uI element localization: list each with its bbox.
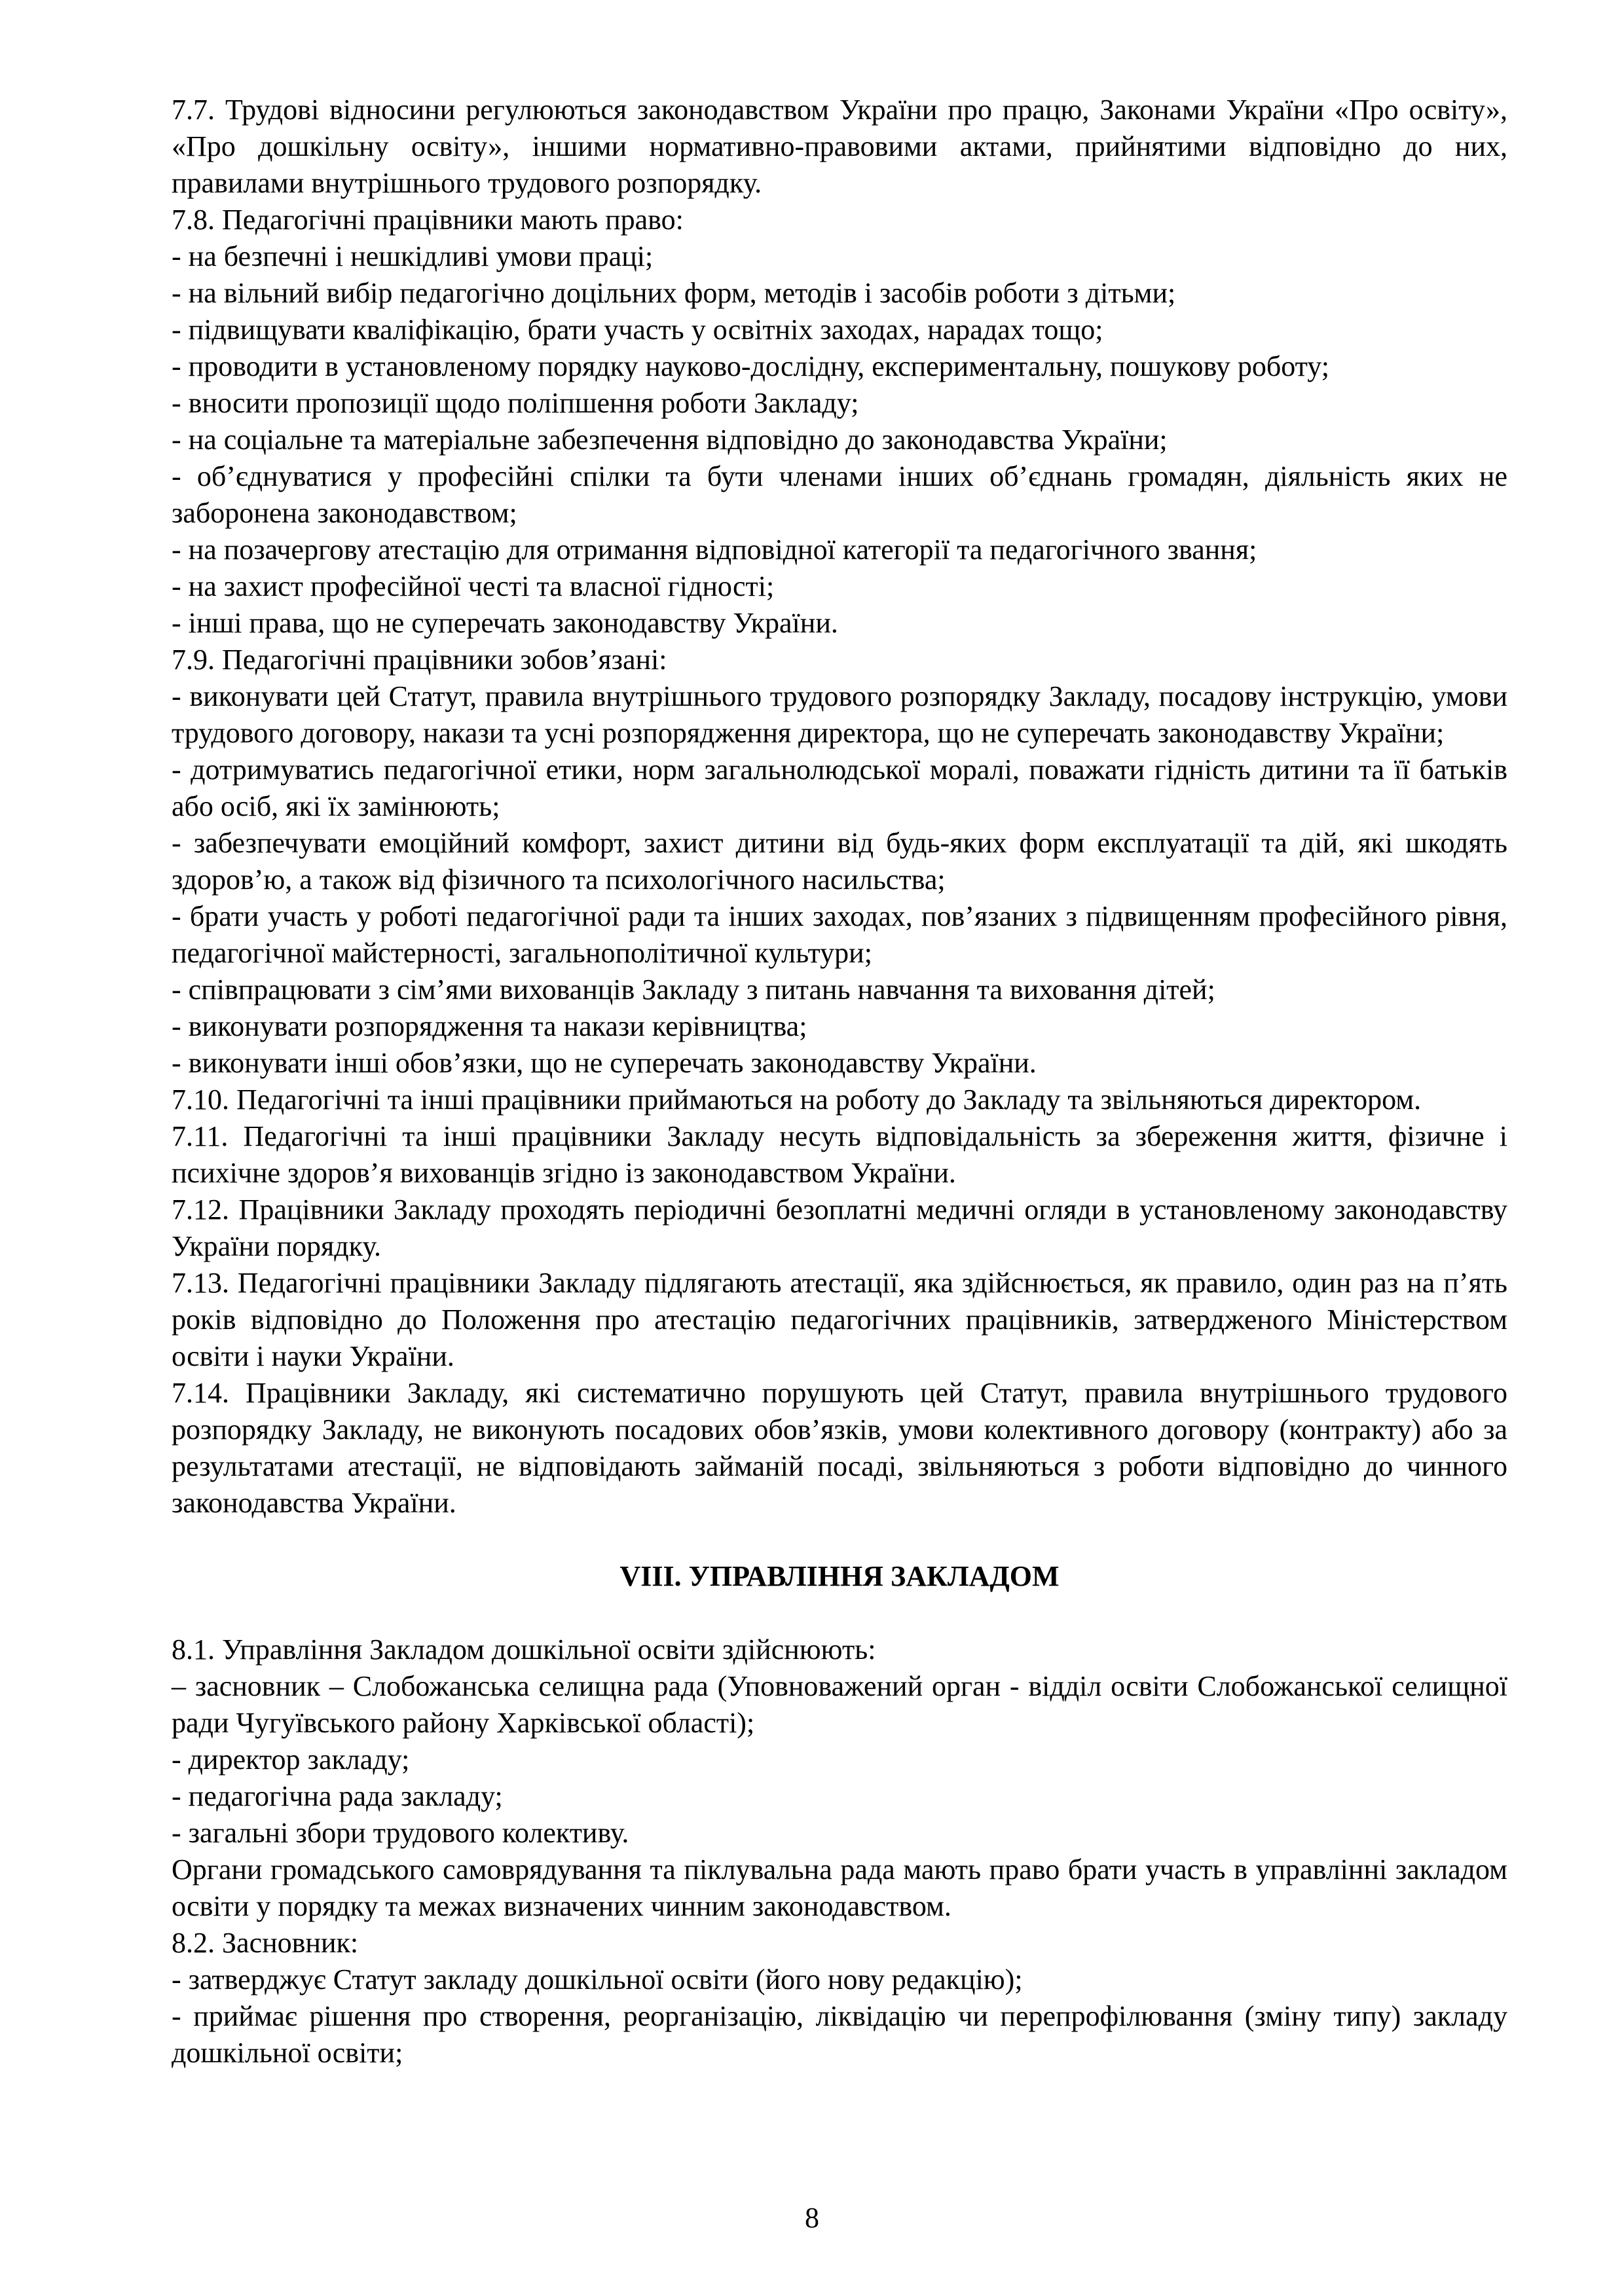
list-item: - директор закладу;	[172, 1743, 410, 1776]
paragraph-7-14: 7.14. Працівники Закладу, які систематично порушують цей Статут, правила внутрішнього трудового розпорядку Закладу, не виконують посадових обов’язків, умови колективного договору (контракту) або за результатами атестації, не відповідають займаній посаді, звільняються з роботи відповідно до чинного законодавства України.	[172, 1377, 1507, 1519]
section-heading: VIII. УПРАВЛІННЯ ЗАКЛАДОМ	[619, 1560, 1060, 1592]
page-number: 8	[805, 2202, 819, 2234]
list-item: – засновник – Слобожанська селищна рада (Уповноважений орган - відділ освіти Слобожанської селищної ради Чугуївського району Харківської області);	[172, 1670, 1507, 1739]
list-item: - загальні збори трудового колективу.	[172, 1817, 629, 1849]
list-item: - педагогічна рада закладу;	[172, 1780, 503, 1812]
paragraph-8-2: 8.2. Засновник:	[172, 1927, 359, 1959]
list-item: - на позачергову атестацію для отримання відповідної категорії та педагогічного звання;	[172, 534, 1257, 566]
list-item: - виконувати цей Статут, правила внутрішнього трудового розпорядку Закладу, посадову інструкцію, умови трудового договору, накази та усні розпорядження директора, що не суперечать законодавству України;	[172, 680, 1507, 749]
paragraph-7-9: 7.9. Педагогічні працівники зобов’язані:	[172, 644, 667, 676]
paragraph-7-8: 7.8. Педагогічні працівники мають право:	[172, 204, 684, 236]
list-item: - забезпечувати емоційний комфорт, захист дитини від будь-яких форм експлуатації та дій, які шкодять здоров’ю, а також від фізичного та психологічного насильства;	[172, 827, 1507, 896]
paragraph-7-10: 7.10. Педагогічні та інші працівники приймаються на роботу до Закладу та звільняються директором.	[172, 1084, 1422, 1116]
list-item: - приймає рішення про створення, реорганізацію, ліквідацію чи перепрофілювання (зміну типу) закладу дошкільної освіти;	[172, 2000, 1507, 2069]
paragraph-7-11: 7.11. Педагогічні та інші працівники Закладу несуть відповідальність за збереження життя, фізичне і психічне здоров’я вихованців згідно із законодавством України.	[172, 1120, 1507, 1189]
list-item: - інші права, що не суперечать законодавству України.	[172, 607, 838, 639]
list-item: - на соціальне та матеріальне забезпечення відповідно до законодавства України;	[172, 424, 1168, 456]
paragraph-8-1: 8.1. Управління Закладом дошкільної освіти здійснюють:	[172, 1633, 876, 1666]
list-item: - виконувати інші обов’язки, що не суперечать законодавству України.	[172, 1047, 1037, 1079]
document-page	[172, 92, 1507, 2071]
list-item: - об’єднуватися у професійні спілки та бути членами інших об’єднань громадян, діяльність яких не заборонена законодавством;	[172, 460, 1507, 529]
list-item: - брати участь у роботі педагогічної ради та інших заходах, пов’язаних з підвищенням професійного рівня, педагогічної майстерності, загальнополітичної культури;	[172, 900, 1507, 969]
list-item: - співпрацювати з сім’ями вихованців Закладу з питань навчання та виховання дітей;	[172, 974, 1215, 1006]
paragraph-7-7: 7.7. Трудові відносини регулюються законодавством України про працю, Законами України «Про освіту», «Про дошкільну освіту», іншими нормативно-правовими актами, прийнятими відповідно до них, правилами внутрішнього трудового розпорядку.	[172, 94, 1507, 199]
paragraph-self-government: Органи громадського самоврядування та піклувальна рада мають право брати участь в управлінні закладом освіти у порядку та межах визначених чинним законодавством.	[172, 1853, 1507, 1922]
list-item: - на захист професійної честі та власної гідності;	[172, 570, 775, 602]
list-item: - на безпечні і нешкідливі умови праці;	[172, 240, 654, 272]
list-item: - дотримуватись педагогічної етики, норм загальнолюдської моралі, поважати гідність дитини та її батьків або осіб, які їх замінюють;	[172, 754, 1507, 822]
paragraph-7-13: 7.13. Педагогічні працівники Закладу підлягають атестації, яка здійснюється, як правило, один раз на п’ять років відповідно до Положення про атестацію педагогічних працівників, затвердженого Міністерством освіти і науки України.	[172, 1267, 1507, 1372]
list-item: - проводити в установленому порядку науково-дослідну, експериментальну, пошукову роботу;	[172, 350, 1329, 382]
list-item: - затверджує Статут закладу дошкільної освіти (його нову редакцію);	[172, 1963, 1023, 1995]
list-item: - виконувати розпорядження та накази керівництва;	[172, 1010, 807, 1042]
paragraph-7-12: 7.12. Працівники Закладу проходять періодичні безоплатні медичні огляди в установленому законодавству України порядку.	[172, 1194, 1507, 1262]
list-item: - підвищувати кваліфікацію, брати участь у освітніх заходах, нарадах тощо;	[172, 314, 1103, 346]
list-item: - на вільний вибір педагогічно доцільних форм, методів і засобів роботи з дітьми;	[172, 277, 1176, 309]
list-item: - вносити пропозиції щодо поліпшення роботи Закладу;	[172, 387, 859, 419]
